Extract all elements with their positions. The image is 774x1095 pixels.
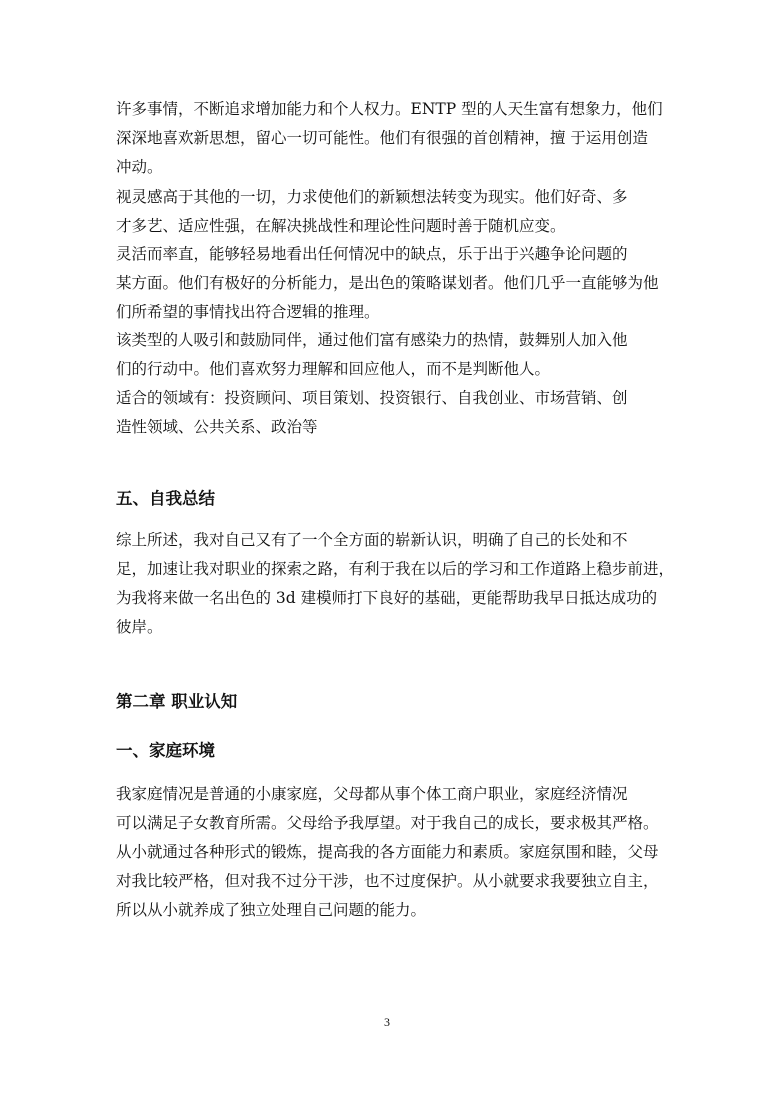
text-line: 从小就通过各种形式的锻炼，提高我的各方面能力和素质。家庭氛围和睦，父母 (116, 843, 659, 861)
chapter-heading: 第二章 职业认知 (116, 692, 238, 711)
text-line: 综上所述，我对自己又有了一个全方面的崭新认识，明确了自己的长处和不 (116, 531, 628, 549)
paragraph-suitable-fields (116, 384, 660, 442)
paragraph-summary (116, 526, 675, 642)
text-line: 足，加速让我对职业的探索之路，有利于我在以后的学习和工作道路上稳步前进， (116, 560, 675, 578)
text-line: 才多艺、适应性强，在解决挑战性和理论性问题时善于随机应变。 (116, 217, 566, 235)
text-line: 某方面。他们有极好的分析能力，是出色的策略谋划者。他们几乎一直能够为他 (116, 274, 659, 292)
section-heading-family-environment: 一、家庭环境 (116, 741, 215, 760)
text-line: 彼岸。 (116, 618, 163, 636)
text-line: 们所希望的事情找出符合逻辑的推理。 (116, 303, 380, 321)
text-line: 我家庭情况是普通的小康家庭，父母都从事个体工商户职业，家庭经济情况 (116, 785, 628, 803)
text-line: 造性领域、公共关系、政治等 (116, 418, 318, 436)
text-line: 冲动。 (116, 158, 163, 176)
text-line: 适合的领域有：投资顾问、项目策划、投资银行、自我创业、市场营销、创 (116, 389, 628, 407)
paragraph-attract (116, 326, 660, 384)
page-number: 3 (384, 1015, 390, 1029)
paragraph-flexibility (116, 240, 660, 327)
paragraph-entp-intro (116, 95, 663, 182)
paragraph-inspiration (116, 183, 660, 241)
text-line: 对我比较严格，但对我不过分干涉，也不过度保护。从小就要求我要独立自主， (116, 872, 659, 890)
text-line: 可以满足子女教育所需。父母给予我厚望。对于我自己的成长，要求极其严格。 (116, 814, 659, 832)
text-line: 们的行动中。他们喜欢努力理解和回应他人，而不是判断他人。 (116, 360, 551, 378)
text-line: 许多事情，不断追求增加能力和个人权力。ENTP 型的人天生富有想象力，他们 (116, 100, 663, 118)
text-line: 为我将来做一名出色的 3d 建模师打下良好的基础，更能帮助我早日抵达成功的 (116, 589, 658, 607)
text-line: 灵活而率直，能够轻易地看出任何情况中的缺点，乐于出于兴趣争论问题的 (116, 245, 628, 263)
text-line: 深深地喜欢新思想，留心一切可能性。他们有很强的首创精神，擅 于运用创造 (116, 129, 648, 147)
paragraph-family (116, 780, 660, 925)
section-heading-self-summary: 五、自我总结 (116, 489, 215, 508)
text-line: 视灵感高于其他的一切，力求使他们的新颖想法转变为现实。他们好奇、多 (116, 188, 628, 206)
text-line: 该类型的人吸引和鼓励同伴，通过他们富有感染力的热情，鼓舞别人加入他 (116, 331, 628, 349)
text-line: 所以从小就养成了独立处理自己问题的能力。 (116, 901, 427, 919)
